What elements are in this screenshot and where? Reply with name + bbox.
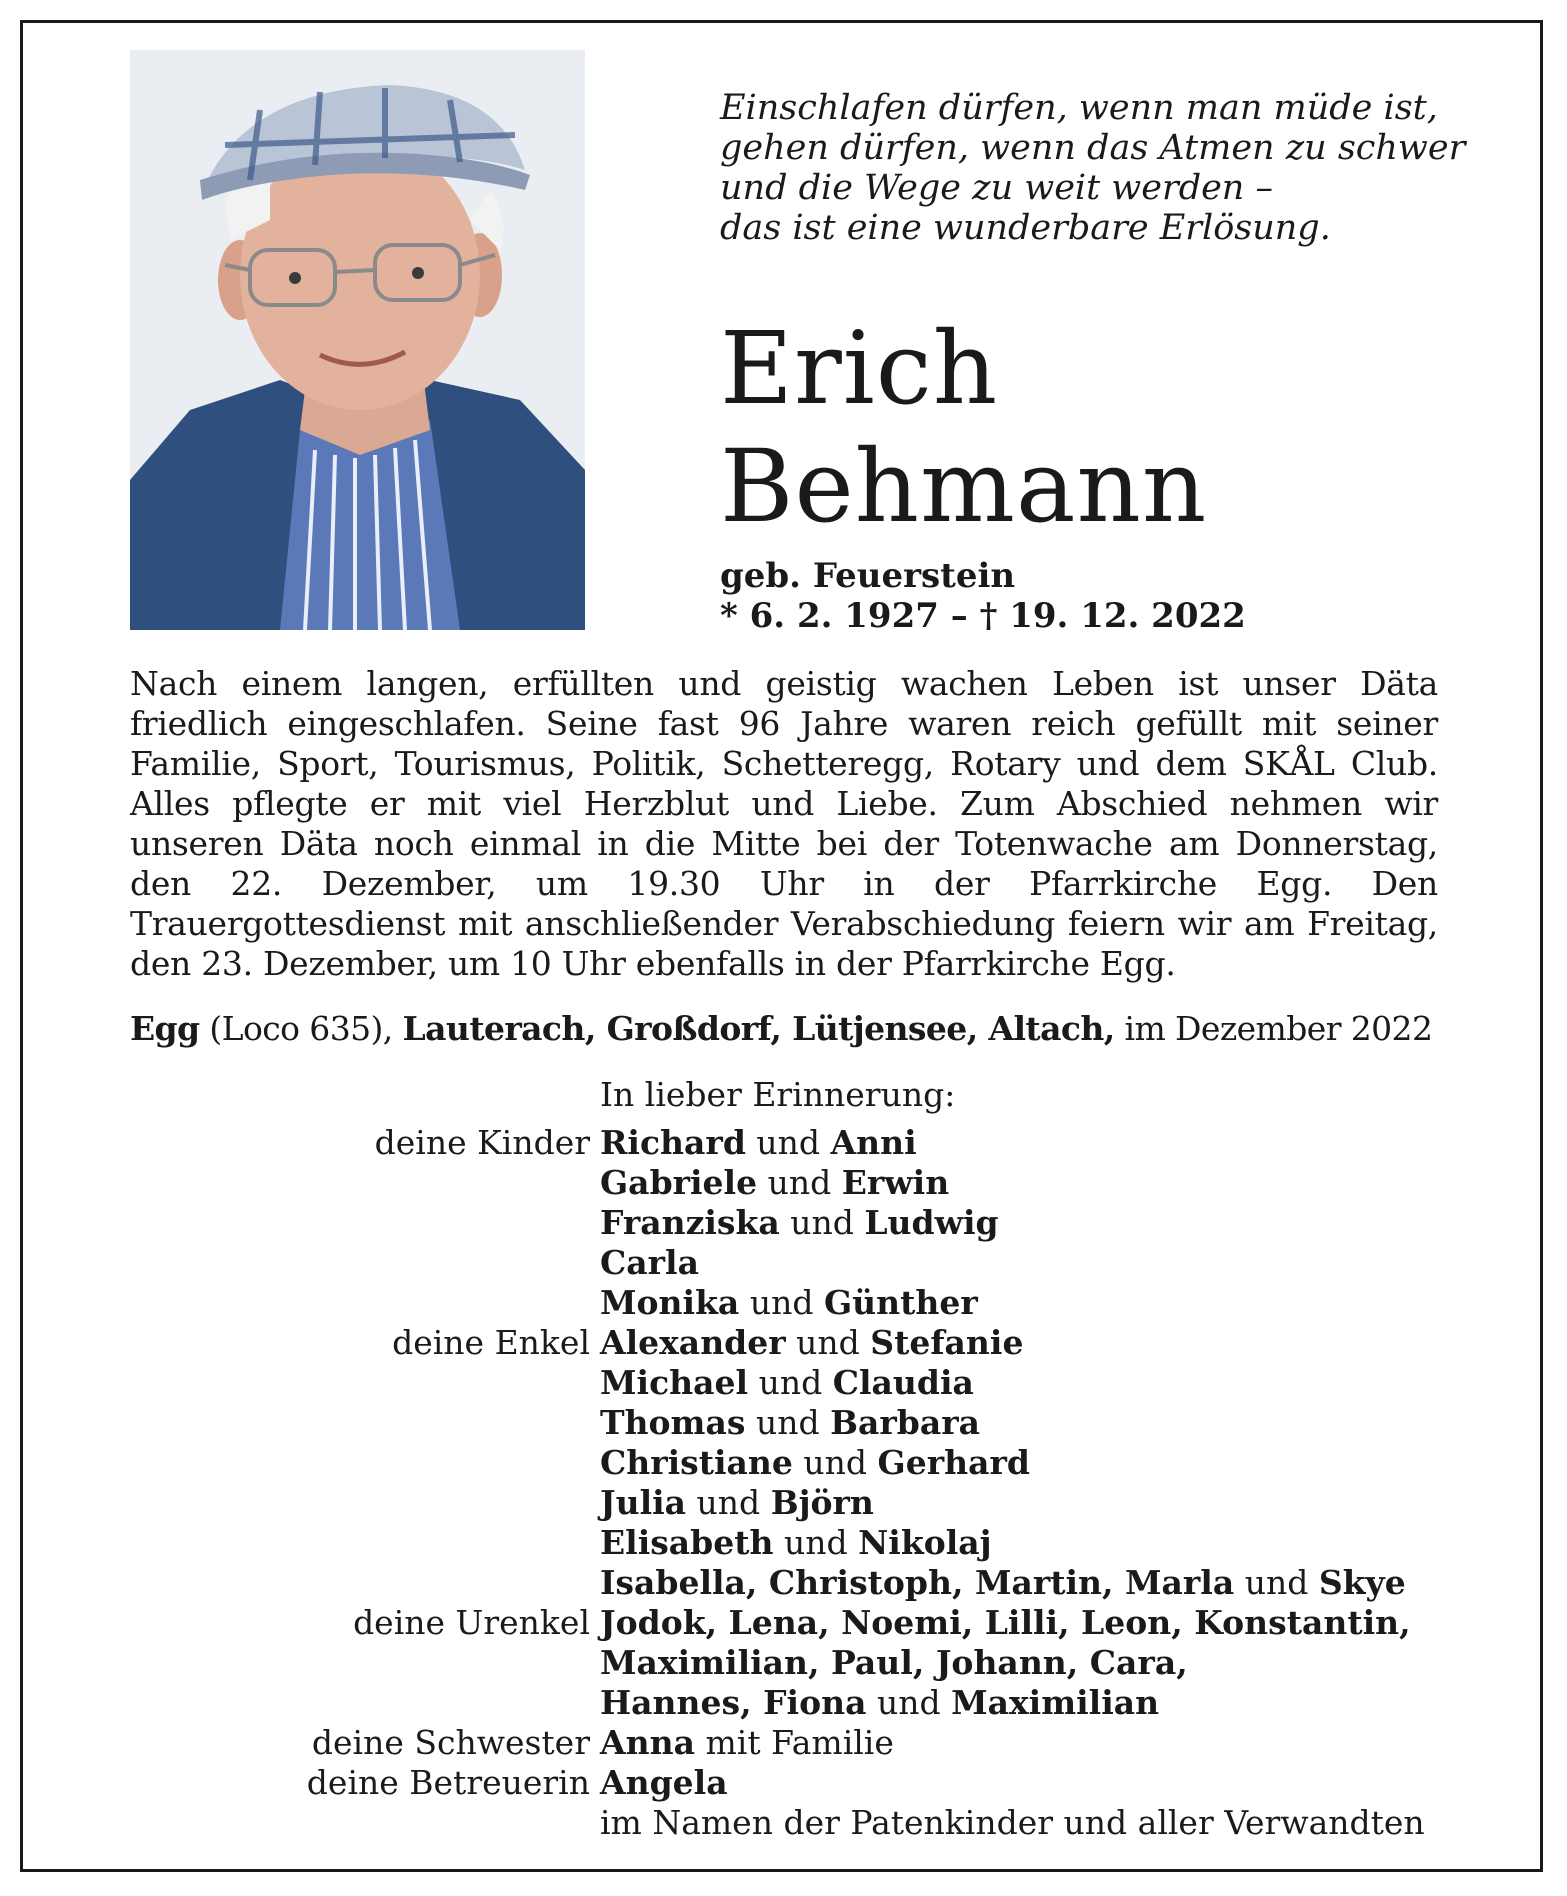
relative-name: Nikolaj bbox=[858, 1523, 992, 1562]
relative-row bbox=[130, 1403, 1450, 1443]
relative-name: Elisabeth bbox=[600, 1523, 774, 1562]
name-connector: und bbox=[686, 1483, 771, 1522]
announcement-text: Nach einem langen, erfüllten und geistig wachen Leben ist unser Däta friedlich eingeschlafen. Seine fast 96 Jahre waren reich gefüllt mit seiner Familie, Sport, Tourismus, Politik, Schetteregg, Rotary und dem SKÅL Club. Alles pflegte er mit viel Herzblut und Liebe. Zum Abschied nehmen wir unseren Däta noch einmal in die Mitte bei der Totenwache am Donnerstag, den 22. Dezember, um 19.30 Uhr in der Pfarrkirche Egg. Den Trauergottesdienst mit anschließender Verabschiedung feiern wir am Freitag, den 23. Dezember, um 10 Uhr ebenfalls in der Pfarrkirche Egg. bbox=[130, 664, 1438, 983]
relative-name: Gabriele bbox=[600, 1163, 758, 1202]
birth-info bbox=[720, 556, 1246, 636]
name-connector: mit Familie bbox=[694, 1723, 894, 1762]
relative-names bbox=[600, 1803, 1450, 1843]
quote-line: gehen dürfen, wenn das Atmen zu schwer bbox=[720, 128, 1466, 168]
relative-names bbox=[600, 1603, 1450, 1643]
relative-row bbox=[130, 1723, 1450, 1763]
relative-name: Michael bbox=[600, 1363, 749, 1402]
name-connector: und bbox=[792, 1443, 878, 1482]
relative-row bbox=[130, 1443, 1450, 1483]
relative-name: Carla bbox=[600, 1243, 699, 1282]
relative-row bbox=[130, 1283, 1450, 1323]
relative-name: Claudia bbox=[832, 1363, 974, 1402]
name-connector: und bbox=[779, 1203, 865, 1242]
relative-name: Maximilian bbox=[951, 1683, 1160, 1722]
relation-label bbox=[130, 1443, 600, 1483]
relative-row bbox=[130, 1243, 1450, 1283]
relative-row bbox=[130, 1323, 1450, 1363]
relative-name: Björn bbox=[770, 1483, 874, 1522]
relative-row bbox=[130, 1203, 1450, 1243]
relative-names bbox=[600, 1483, 1450, 1523]
relative-name: Gerhard bbox=[877, 1443, 1030, 1482]
relative-name: Erwin bbox=[841, 1163, 950, 1202]
relation-label bbox=[130, 1243, 600, 1283]
life-dates: * 6. 2. 1927 – † 19. 12. 2022 bbox=[720, 596, 1246, 636]
relation-label bbox=[130, 1563, 600, 1603]
place-loco: (Loco 635), bbox=[199, 1009, 403, 1048]
relative-names bbox=[600, 1643, 1450, 1683]
relative-name: Julia bbox=[600, 1483, 687, 1522]
relation-label bbox=[130, 1283, 600, 1323]
relative-name: Günther bbox=[823, 1283, 978, 1322]
place-egg: Egg bbox=[130, 1009, 200, 1048]
relative-row bbox=[130, 1483, 1450, 1523]
name-connector: und bbox=[1234, 1563, 1319, 1602]
name-connector: und bbox=[785, 1323, 871, 1362]
relation-label bbox=[130, 1483, 600, 1523]
relation-label bbox=[130, 1643, 600, 1683]
relative-name: Maximilian, Paul, Johann, Cara, bbox=[600, 1643, 1188, 1682]
name-connector: und bbox=[739, 1283, 824, 1322]
name-connector: und bbox=[866, 1683, 952, 1722]
relation-label: deine Schwester bbox=[311, 1723, 590, 1762]
relative-row bbox=[130, 1643, 1450, 1683]
relative-name: Hannes, Fiona bbox=[600, 1683, 867, 1722]
relation-label: deine Enkel bbox=[392, 1323, 590, 1362]
relative-name: Skye bbox=[1318, 1563, 1406, 1602]
relation-label bbox=[130, 1203, 600, 1243]
name-connector: im Namen der Patenkinder und aller Verwandten bbox=[600, 1803, 1425, 1842]
poem-quote bbox=[720, 88, 1466, 248]
relation-label: deine Urenkel bbox=[353, 1603, 590, 1642]
relative-name: Barbara bbox=[830, 1403, 980, 1442]
first-name: Erich bbox=[720, 310, 999, 427]
relation-label bbox=[130, 1363, 600, 1403]
relative-name: Christiane bbox=[600, 1443, 793, 1482]
relative-names bbox=[600, 1683, 1450, 1723]
relative-names bbox=[600, 1563, 1450, 1603]
memory-label: In lieber Erinnerung: bbox=[600, 1075, 956, 1114]
birth-name: geb. Feuerstein bbox=[720, 556, 1016, 596]
places-others: Lauterach, Großdorf, Lütjensee, Altach, bbox=[402, 1009, 1115, 1048]
relative-name: Anna bbox=[600, 1723, 695, 1762]
relative-row bbox=[130, 1123, 1450, 1163]
quote-line: das ist eine wunderbare Erlösung. bbox=[720, 208, 1331, 248]
relative-names bbox=[600, 1203, 1450, 1243]
relative-row bbox=[130, 1523, 1450, 1563]
relative-names bbox=[600, 1723, 1450, 1763]
relative-names bbox=[600, 1363, 1450, 1403]
relative-row bbox=[130, 1363, 1450, 1403]
relative-row bbox=[130, 1603, 1450, 1643]
relative-names bbox=[600, 1523, 1450, 1563]
relative-row bbox=[130, 1163, 1450, 1203]
relative-name: Stefanie bbox=[870, 1323, 1024, 1362]
relative-names bbox=[600, 1163, 1450, 1203]
relation-label bbox=[130, 1403, 600, 1443]
relation-label bbox=[130, 1163, 600, 1203]
relative-names bbox=[600, 1123, 1450, 1163]
relative-row bbox=[130, 1563, 1450, 1603]
deceased-name bbox=[720, 310, 1207, 546]
relative-name: Thomas bbox=[600, 1403, 746, 1442]
relative-names bbox=[600, 1323, 1450, 1363]
relative-name: Angela bbox=[600, 1763, 728, 1802]
relation-label bbox=[130, 1683, 600, 1723]
last-name: Behmann bbox=[720, 428, 1208, 545]
relative-names bbox=[600, 1403, 1450, 1443]
relative-names bbox=[600, 1283, 1450, 1323]
place-date: im Dezember 2022 bbox=[1114, 1009, 1433, 1048]
relative-row bbox=[130, 1763, 1450, 1803]
relative-name: Alexander bbox=[600, 1323, 786, 1362]
quote-line: und die Wege zu weit werden – bbox=[720, 168, 1273, 208]
relative-name: Ludwig bbox=[864, 1203, 999, 1242]
relative-name: Franziska bbox=[600, 1203, 780, 1242]
relative-row bbox=[130, 1683, 1450, 1723]
relative-names bbox=[600, 1763, 1450, 1803]
relative-row bbox=[130, 1803, 1450, 1843]
quote-line: Einschlafen dürfen, wenn man müde ist, bbox=[720, 88, 1438, 128]
relative-names bbox=[600, 1443, 1450, 1483]
relative-names bbox=[600, 1243, 1450, 1283]
relation-label: deine Betreuerin bbox=[306, 1763, 590, 1802]
relation-label bbox=[130, 1523, 600, 1563]
name-connector: und bbox=[745, 1123, 831, 1162]
name-connector: und bbox=[757, 1163, 842, 1202]
relative-name: Richard bbox=[600, 1123, 746, 1162]
relative-name: Jodok, Lena, Noemi, Lilli, Leon, Konstantin, bbox=[600, 1603, 1411, 1642]
relation-label: deine Kinder bbox=[374, 1123, 590, 1162]
relatives-list bbox=[130, 1123, 1450, 1843]
places-line bbox=[130, 1009, 1450, 1049]
relative-name: Monika bbox=[600, 1283, 740, 1322]
relative-name: Anni bbox=[830, 1123, 917, 1162]
portrait-photo bbox=[130, 50, 585, 630]
name-connector: und bbox=[773, 1523, 859, 1562]
name-connector: und bbox=[748, 1363, 833, 1402]
relation-label bbox=[130, 1803, 600, 1843]
relative-name: Isabella, Christoph, Martin, Marla bbox=[600, 1563, 1235, 1602]
name-connector: und bbox=[745, 1403, 831, 1442]
